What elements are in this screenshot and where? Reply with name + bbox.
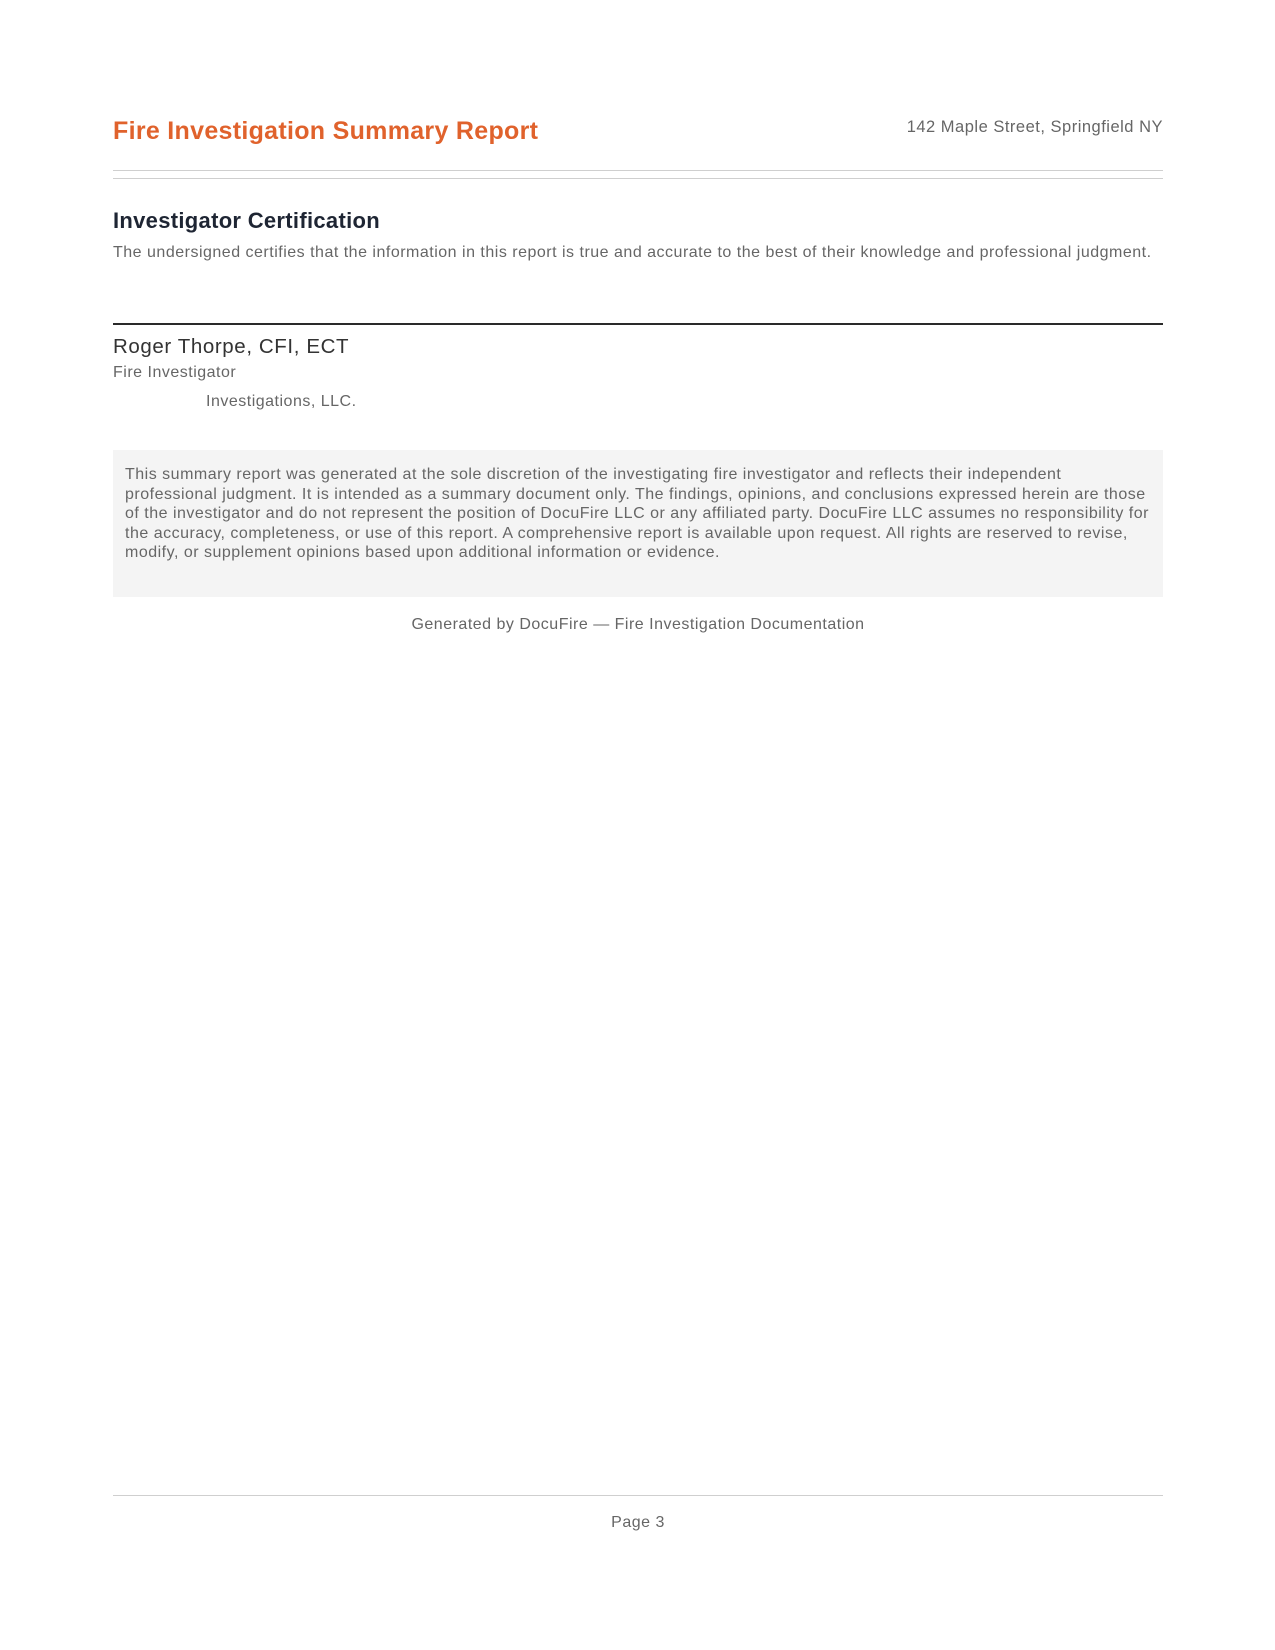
report-page	[113, 0, 1163, 1650]
report-header	[113, 112, 1163, 152]
disclaimer-text: This summary report was generated at the sole discretion of the investigating fire investigator and reflects their independent professional judgment. It is intended as a summary document only. The findings, opinions, and conclusions expressed herein are those of the investigator and do not represent the position of DocuFire LLC or any affiliated party. DocuFire LLC assumes no responsibility for the accuracy, completeness, or use of this report. A comprehensive report is available upon request. All rights are reserved to revise, modify, or supplement opinions based upon additional information or evidence.	[125, 466, 1149, 561]
signer-company: Investigations, LLC.	[206, 393, 357, 410]
signature-line	[113, 323, 1163, 325]
disclaimer-box	[113, 450, 1163, 597]
header-divider-top	[113, 170, 1163, 171]
certification-statement: The undersigned certifies that the information in this report is true and accurate to the best of their knowledge and professional judgment.	[113, 244, 1152, 261]
signer-name: Roger Thorpe, CFI, ECT	[113, 335, 350, 358]
generated-by-note: Generated by DocuFire — Fire Investigation Documentation	[411, 616, 865, 633]
report-title: Fire Investigation Summary Report	[113, 117, 539, 145]
footer-divider	[113, 1495, 1163, 1496]
certification-heading: Investigator Certification	[113, 208, 380, 233]
page-number: Page 3	[611, 1514, 665, 1531]
property-address: 142 Maple Street, Springfield NY	[906, 118, 1163, 136]
signer-title: Fire Investigator	[113, 364, 237, 381]
header-divider-bottom	[113, 178, 1163, 179]
